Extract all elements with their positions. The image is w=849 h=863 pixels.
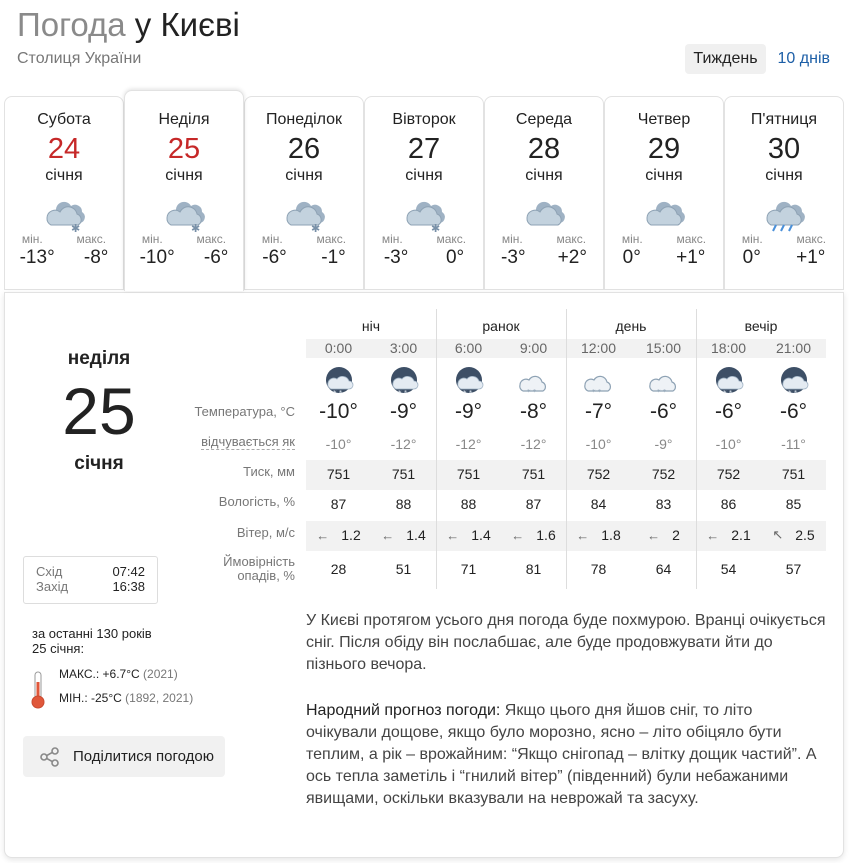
day-tab-date: 29 bbox=[647, 133, 681, 165]
svg-text:* *: * * bbox=[397, 389, 407, 395]
period-label: ранок bbox=[482, 318, 520, 334]
wind-direction-icon: ← bbox=[576, 527, 590, 543]
max-label: макс. bbox=[76, 232, 107, 246]
svg-text:* *: * * bbox=[722, 389, 732, 395]
hour-precipitation: 51 bbox=[395, 561, 412, 577]
hour-precipitation: 71 bbox=[460, 561, 477, 577]
min-label: мін. bbox=[21, 232, 43, 246]
hour-humidity: 86 bbox=[720, 496, 737, 512]
hour-precipitation: 78 bbox=[590, 561, 607, 577]
row-label-pressure: Тиск, мм bbox=[243, 464, 295, 479]
day-tab-month: січня bbox=[525, 167, 563, 184]
hour-time: 6:00 bbox=[454, 340, 483, 356]
cloud-snow-icon bbox=[761, 365, 826, 397]
day-tab-minmax-labels bbox=[605, 232, 723, 246]
min-temp: 0° bbox=[742, 247, 761, 268]
min-label: мін. bbox=[501, 232, 523, 246]
day-tab-weekday: Четвер bbox=[637, 111, 691, 128]
wind-speed: 2 bbox=[672, 527, 680, 543]
hour-wind bbox=[436, 527, 501, 543]
hour-time: 21:00 bbox=[775, 340, 812, 356]
day-tab[interactable] bbox=[4, 96, 124, 290]
hour-feels-like: -9° bbox=[654, 436, 673, 452]
row-label-temperature: Температура, °C bbox=[194, 404, 295, 419]
day-tab-date: 30 bbox=[767, 133, 801, 165]
wind-direction-icon: ← bbox=[316, 527, 330, 543]
day-tab-temps bbox=[245, 247, 363, 269]
day-tab-minmax-labels bbox=[125, 232, 243, 246]
cloud-snow-light-icon bbox=[566, 365, 631, 397]
hour-time: 12:00 bbox=[580, 340, 617, 356]
day-tab-minmax-labels bbox=[5, 232, 123, 246]
hour-precipitation: 64 bbox=[655, 561, 672, 577]
hour-humidity: 88 bbox=[460, 496, 477, 512]
wind-direction-icon: ↖ bbox=[772, 527, 784, 542]
row-label-feels-like[interactable] bbox=[201, 435, 295, 449]
max-label: макс. bbox=[436, 232, 467, 246]
day-tab-date: 28 bbox=[527, 133, 561, 165]
min-label: мін. bbox=[741, 232, 763, 246]
page-subtitle: Столиця України bbox=[17, 50, 142, 67]
title-place: у Києві bbox=[125, 6, 240, 43]
history-heading bbox=[32, 626, 152, 656]
day-tab-date: 24 bbox=[47, 133, 81, 165]
history-max-year: (2021) bbox=[139, 667, 178, 681]
period-label: ніч bbox=[361, 318, 381, 334]
hour-temperature: -9° bbox=[389, 400, 418, 423]
sunrise-label: Схід bbox=[36, 564, 63, 579]
row-label-feels-like-text: відчувається як bbox=[201, 434, 295, 449]
max-temp: +2° bbox=[557, 247, 587, 268]
day-tab-weekday: Неділя bbox=[158, 111, 210, 128]
wind-speed: 1.2 bbox=[341, 527, 361, 543]
share-icon bbox=[39, 746, 61, 768]
hour-precipitation: 28 bbox=[330, 561, 347, 577]
hour-wind bbox=[501, 527, 566, 543]
day-tab-temps bbox=[605, 247, 723, 269]
hour-feels-like: -10° bbox=[715, 436, 742, 452]
hour-precipitation: 81 bbox=[525, 561, 542, 577]
share-weather-button[interactable] bbox=[23, 736, 225, 777]
day-detail-panel bbox=[4, 292, 844, 858]
hour-humidity: 85 bbox=[785, 496, 802, 512]
day-tab[interactable] bbox=[484, 96, 604, 290]
hour-feels-like: -12° bbox=[390, 436, 417, 452]
folk-forecast-label: Народний прогноз погоди: bbox=[306, 702, 501, 719]
cloudy-icon bbox=[638, 188, 690, 232]
hour-wind bbox=[631, 527, 696, 543]
min-temp: -6° bbox=[262, 247, 287, 268]
hour-wind bbox=[696, 527, 761, 543]
svg-text:✱: ✱ bbox=[191, 222, 201, 232]
share-label: Поділитися погодою bbox=[73, 748, 215, 765]
min-temp: -3° bbox=[383, 247, 409, 268]
svg-text:* *: * * bbox=[526, 388, 536, 395]
day-description: У Києві протягом усього дня погода буде похмурою. Вранці очікується сніг. Після обіду він послабшає, але буде продовжувати йти до пізнього вечора. bbox=[306, 612, 826, 673]
min-label: мін. bbox=[141, 232, 163, 246]
svg-text:* *: * * bbox=[656, 388, 666, 395]
hour-temperature: -6° bbox=[714, 400, 743, 423]
day-tab-month: січня bbox=[765, 167, 803, 184]
cloud-snow-icon bbox=[278, 188, 330, 232]
sun-times bbox=[23, 556, 158, 604]
history-max-label: МАКС.: bbox=[59, 667, 103, 681]
selected-weekday: неділя bbox=[67, 348, 131, 369]
day-tab-weekday: Субота bbox=[37, 111, 91, 128]
day-tab-temps bbox=[125, 247, 243, 269]
day-tab-date: 27 bbox=[407, 133, 441, 165]
hour-humidity: 83 bbox=[655, 496, 672, 512]
wind-speed: 2.1 bbox=[731, 527, 751, 543]
day-tab-minmax-labels bbox=[725, 232, 843, 246]
day-tab[interactable] bbox=[124, 90, 244, 291]
cloud-snow-light-icon bbox=[631, 365, 696, 397]
hour-pressure: 751 bbox=[456, 466, 481, 482]
wind-speed: 1.4 bbox=[471, 527, 491, 543]
min-label: мін. bbox=[621, 232, 643, 246]
sunrise-time: 07:42 bbox=[112, 564, 145, 579]
hour-temperature: -6° bbox=[779, 400, 808, 423]
history-heading-line2: 25 січня: bbox=[32, 641, 85, 656]
row-label-humidity: Вологість, % bbox=[218, 494, 295, 509]
hour-feels-like: -12° bbox=[455, 436, 482, 452]
day-tab-month: січня bbox=[165, 167, 203, 184]
period-label: день bbox=[615, 318, 647, 334]
hour-pressure: 751 bbox=[391, 466, 416, 482]
day-tabs bbox=[4, 96, 844, 294]
min-temp: -3° bbox=[501, 247, 526, 268]
day-tab-month: січня bbox=[405, 167, 443, 184]
svg-text:✱: ✱ bbox=[311, 222, 321, 232]
day-tab-temps bbox=[485, 247, 603, 269]
day-tab-temps bbox=[725, 247, 843, 269]
wind-direction-icon: ← bbox=[647, 527, 661, 543]
day-tab-month: січня bbox=[285, 167, 323, 184]
wind-speed: 1.6 bbox=[536, 527, 556, 543]
history-min-label: МІН.: bbox=[59, 691, 91, 705]
wind-speed: 1.4 bbox=[406, 527, 426, 543]
hour-precipitation: 57 bbox=[785, 561, 802, 577]
max-temp: 0° bbox=[445, 247, 465, 268]
hour-humidity: 88 bbox=[395, 496, 412, 512]
svg-text:✱: ✱ bbox=[431, 222, 441, 232]
hour-pressure: 751 bbox=[521, 466, 546, 482]
sunset-label: Захід bbox=[36, 579, 69, 594]
hour-pressure: 752 bbox=[651, 466, 676, 482]
max-label: макс. bbox=[556, 232, 587, 246]
history-min-value: -25°C bbox=[91, 691, 122, 705]
svg-text:* *: * * bbox=[462, 389, 472, 395]
folk-forecast bbox=[306, 700, 826, 810]
hour-precipitation: 54 bbox=[720, 561, 737, 577]
cloud-snow-icon bbox=[371, 365, 436, 397]
min-label: мін. bbox=[381, 232, 403, 246]
hour-wind bbox=[371, 527, 436, 543]
sunset-time: 16:38 bbox=[112, 579, 145, 594]
hour-temperature: -6° bbox=[649, 400, 678, 423]
day-tab[interactable] bbox=[364, 96, 484, 290]
selected-date: 25 bbox=[62, 374, 136, 448]
hour-time: 15:00 bbox=[645, 340, 682, 356]
day-tab-weekday: Вівторок bbox=[392, 111, 456, 128]
cloudy-icon bbox=[518, 188, 570, 232]
day-tab[interactable] bbox=[244, 96, 364, 290]
max-temp: -8° bbox=[83, 247, 109, 268]
history-min bbox=[59, 691, 193, 705]
hour-temperature: -7° bbox=[584, 400, 613, 423]
max-label: макс. bbox=[196, 232, 227, 246]
svg-text:* *: * * bbox=[591, 388, 601, 395]
day-tab-date: 26 bbox=[287, 133, 321, 165]
history-max bbox=[59, 667, 178, 681]
thermometer-icon bbox=[30, 670, 46, 710]
cloud-snow-icon bbox=[436, 365, 501, 397]
day-tab-weekday: Середа bbox=[515, 111, 573, 128]
page-title bbox=[17, 6, 240, 44]
wind-direction-icon: ← bbox=[511, 527, 525, 543]
day-tab[interactable] bbox=[724, 96, 844, 290]
hour-temperature: -9° bbox=[454, 400, 483, 423]
max-label: макс. bbox=[316, 232, 347, 246]
hour-humidity: 87 bbox=[330, 496, 347, 512]
day-tab-month: січня bbox=[645, 167, 683, 184]
hour-time: 18:00 bbox=[710, 340, 747, 356]
hour-wind bbox=[566, 527, 631, 543]
max-label: макс. bbox=[676, 232, 707, 246]
hour-wind bbox=[306, 527, 371, 543]
day-tab-weekday: Понеділок bbox=[265, 111, 343, 128]
max-temp: +1° bbox=[796, 247, 826, 268]
day-tab-minmax-labels bbox=[365, 232, 483, 246]
hour-humidity: 84 bbox=[590, 496, 607, 512]
min-temp: -13° bbox=[19, 247, 55, 268]
period-label: вечір bbox=[744, 318, 778, 334]
row-label-precipitation bbox=[223, 555, 295, 583]
cloud-rain-icon bbox=[758, 188, 810, 232]
cloud-snow-icon bbox=[38, 188, 90, 232]
day-tab-minmax-labels bbox=[245, 232, 363, 246]
ten-days-range-link[interactable]: 10 днів bbox=[777, 50, 830, 67]
wind-direction-icon: ← bbox=[706, 527, 720, 543]
wind-direction-icon: ← bbox=[446, 527, 460, 543]
day-tab-temps bbox=[5, 247, 123, 269]
svg-text:* *: * * bbox=[787, 389, 797, 395]
day-tab-minmax-labels bbox=[485, 232, 603, 246]
wind-direction-icon: ← bbox=[381, 527, 395, 543]
week-range-button[interactable]: Тиждень bbox=[685, 44, 765, 74]
min-temp: -10° bbox=[139, 247, 175, 268]
hour-feels-like: -12° bbox=[520, 436, 547, 452]
hour-feels-like: -10° bbox=[585, 436, 612, 452]
cloud-snow-icon bbox=[158, 188, 210, 232]
hour-humidity: 87 bbox=[525, 496, 542, 512]
min-label: мін. bbox=[261, 232, 283, 246]
hour-time: 3:00 bbox=[389, 340, 418, 356]
max-label: макс. bbox=[796, 232, 827, 246]
min-temp: 0° bbox=[622, 247, 641, 268]
cloud-snow-light-icon bbox=[501, 365, 566, 397]
hour-time: 9:00 bbox=[519, 340, 548, 356]
row-label-precip-line2: опадів, % bbox=[237, 568, 295, 583]
folk-forecast-text: Якщо цього дня йшов сніг, то літо очікували дощове, якщо було морозно, ясно – літо обіцяло бути теплим, а рік – врожайним: “Якщо снігопад – влітку дощик частий”. А ось тепла заметіль і “гнилий вітер” (південний) були небажаними явищами, оскільки вказували на неврожай та засуху. bbox=[306, 702, 817, 807]
max-temp: -1° bbox=[321, 247, 346, 268]
wind-speed: 2.5 bbox=[795, 527, 815, 543]
hour-pressure: 751 bbox=[781, 466, 806, 482]
hour-pressure: 752 bbox=[716, 466, 741, 482]
svg-text:✱: ✱ bbox=[71, 222, 81, 232]
wind-speed: 1.8 bbox=[601, 527, 621, 543]
cloud-snow-icon bbox=[398, 188, 450, 232]
hour-feels-like: -10° bbox=[325, 436, 352, 452]
history-heading-line1: за останні 130 років bbox=[32, 626, 152, 641]
hour-feels-like: -11° bbox=[781, 436, 806, 452]
cloud-snow-icon bbox=[306, 365, 371, 397]
row-label-precip-line1: Ймовірність bbox=[223, 554, 295, 569]
day-tab-date: 25 bbox=[167, 133, 201, 165]
day-tab-temps bbox=[365, 247, 483, 269]
hour-pressure: 751 bbox=[326, 466, 351, 482]
hour-pressure: 752 bbox=[586, 466, 611, 482]
selected-month: січня bbox=[74, 453, 124, 474]
day-tab-weekday: П'ятниця bbox=[750, 111, 818, 128]
range-toggle bbox=[685, 44, 838, 74]
hour-time: 0:00 bbox=[324, 340, 353, 356]
row-label-wind: Вітер, м/с bbox=[236, 525, 295, 540]
cloud-snow-icon bbox=[696, 365, 761, 397]
hour-temperature: -8° bbox=[519, 400, 548, 423]
day-tab[interactable] bbox=[604, 96, 724, 290]
day-tab-month: січня bbox=[45, 167, 83, 184]
svg-text:* *: * * bbox=[332, 389, 342, 395]
hour-temperature: -10° bbox=[319, 400, 358, 423]
history-max-value: +6.7°C bbox=[102, 667, 140, 681]
max-temp: -6° bbox=[203, 247, 229, 268]
title-prefix: Погода bbox=[17, 6, 126, 43]
hour-wind bbox=[761, 527, 826, 543]
history-min-year: (1892, 2021) bbox=[121, 691, 194, 705]
max-temp: +1° bbox=[676, 247, 706, 268]
